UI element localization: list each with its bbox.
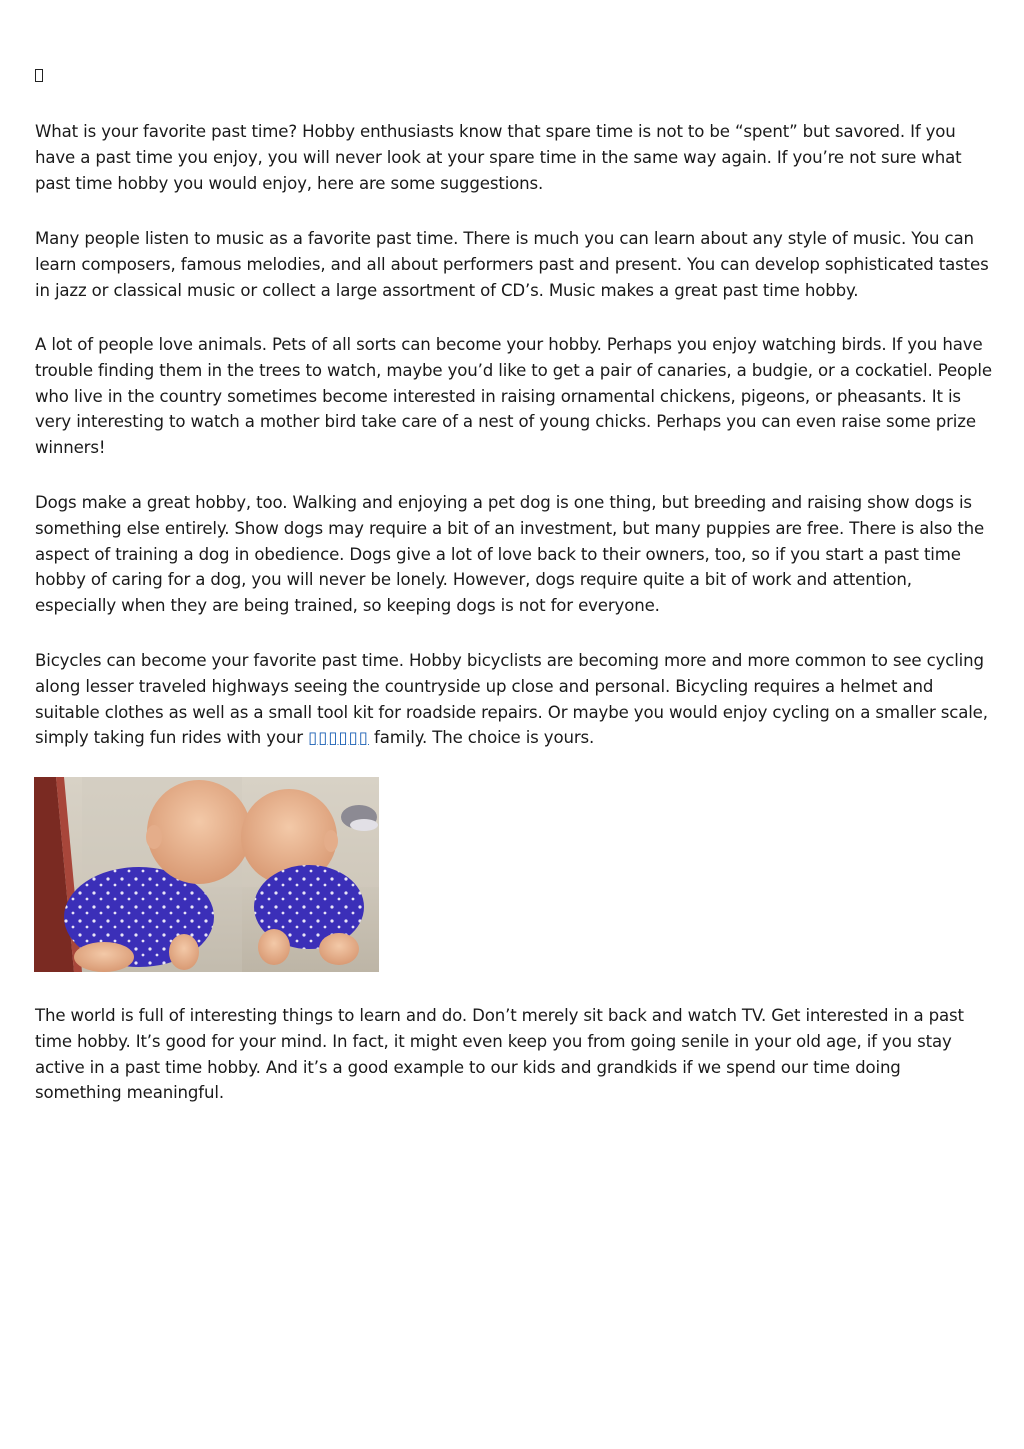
- paragraph-music: Many people listen to music as a favorite past time. There is much you can learn about any style of music. You can learn composers, famous melodies, and all about performers past and present. You can develop sophisticated tastes in jazz or classical music or collect a large assortment of CD’s. Music makes a great past time hobby.: [35, 229, 989, 300]
- missing-glyph-icon: [35, 69, 43, 86]
- paragraph-intro: What is your favorite past time? Hobby enthusiasts know that spare time is not to be “spent” but savored. If you have a past time you enjoy, you will never look at your spare time in the same way again. If you’re not sure what past time hobby you would enjoy, here are some suggestions.: [35, 122, 962, 193]
- inline-link[interactable]: ▯▯▯▯▯▯: [308, 728, 369, 748]
- babies-mirror-photo: [34, 777, 379, 972]
- paragraph-dogs: Dogs make a great hobby, too. Walking and enjoying a pet dog is one thing, but breeding and raising show dogs is something else entirely. Show dogs may require a bit of an investment, but many puppies are free. There is also the aspect of training a dog in obedience. Dogs give a lot of love back to their owners, too, so if you start a past time hobby of caring for a dog, you will never be lonely. However, dogs require quite a bit of work and attention, especially when they are being trained, so keeping dogs is not for everyone.: [35, 493, 985, 616]
- paragraph-conclusion: The world is full of interesting things to learn and do. Don’t merely sit back and watch TV. Get interested in a past time hobby. It’s good for your mind. In fact, it might even keep you from going senile in your old age, if you stay active in a past time hobby. And it’s a good example to our kids and grandkids if we spend our time doing something meaningful.: [35, 1006, 964, 1103]
- photo-illustration: [34, 777, 379, 972]
- paragraph-animals: A lot of people love animals. Pets of all sorts can become your hobby. Perhaps you enjoy watching birds. If you have trouble finding them in the trees to watch, maybe you’d like to get a pair of canaries, a budgie, or a cockatiel. People who live in the country sometimes become interested in raising ornamental chickens, pigeons, or pheasants. It is very interesting to watch a mother bird take care of a nest of young chicks. Perhaps you can even raise some prize winners!: [35, 335, 992, 458]
- paragraph-bicycles-text-before: Bicycles can become your favorite past time. Hobby bicyclists are becoming more and more common to see cycling along lesser traveled highways seeing the countryside up close and personal. Bicycling requires a helmet and suitable clothes as well as a small tool kit for roadside repairs. Or maybe you would enjoy cycling on a smaller scale, simply taking fun rides with your: [35, 651, 988, 748]
- paragraph-bicycles-text-after: family. The choice is yours.: [368, 728, 595, 748]
- paragraph-bicycles: [35, 648, 991, 751]
